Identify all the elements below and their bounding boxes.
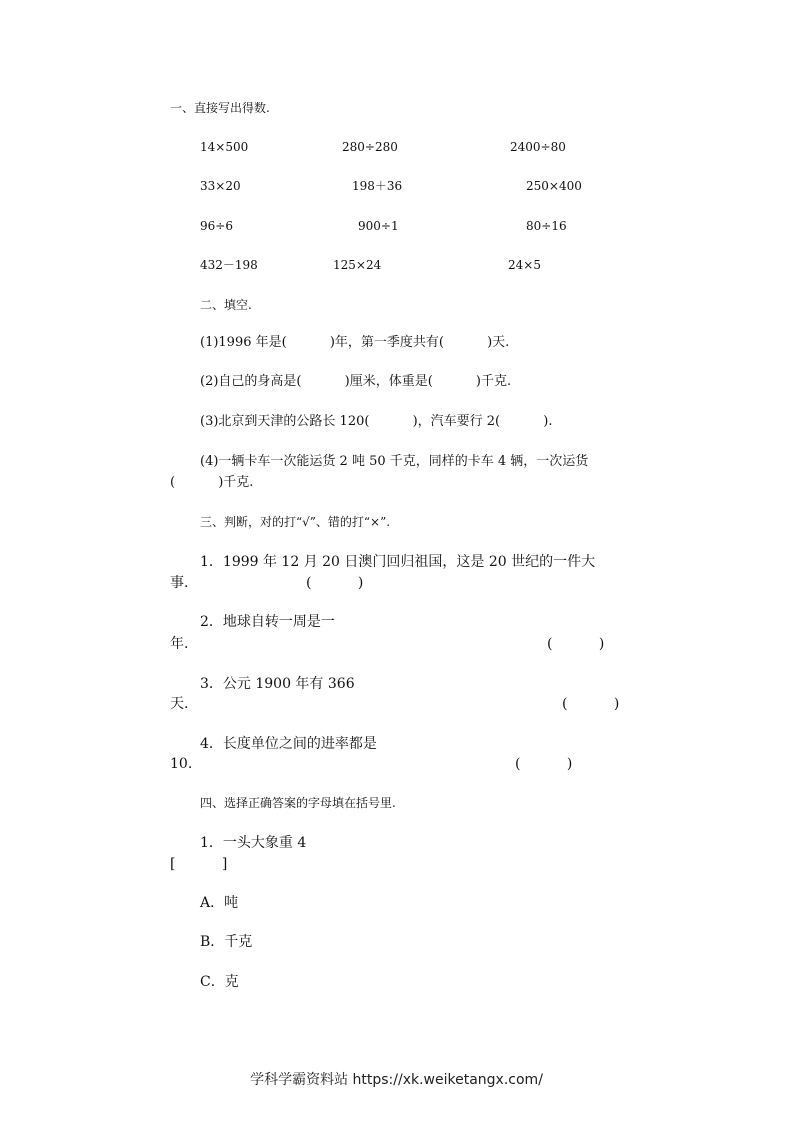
- answer-bracket: [ ]: [170, 856, 228, 872]
- section-2-title: 二、填空.: [200, 298, 252, 312]
- judge-item-4-cont: 10.: [170, 756, 193, 772]
- fill-question-4: (4)一辆卡车一次能运货 2 吨 50 千克，同样的卡车 4 辆，一次运货: [200, 454, 589, 469]
- answer-bracket: ( ): [515, 756, 573, 772]
- judge-item-2-cont: 年.: [170, 636, 189, 652]
- choice-option-b: B．千克: [200, 934, 253, 950]
- answer-bracket: ( ): [547, 636, 605, 652]
- judge-item-1: 1．1999 年 12 月 20 日澳门回归祖国，这是 20 世纪的一件大: [200, 554, 596, 570]
- judge-item-4: 4．长度单位之间的进率都是: [200, 736, 377, 752]
- calc-cell: 33×20: [200, 179, 241, 193]
- fill-question-2: (2)自己的身高是( )厘米，体重是( )千克.: [200, 374, 512, 389]
- judge-item-3-cont: 天.: [170, 696, 189, 712]
- answer-bracket: ( ): [306, 575, 364, 591]
- calc-cell: 900÷1: [358, 219, 399, 233]
- judge-item-3: 3．公元 1900 年有 366: [200, 676, 355, 692]
- choice-option-c: C．克: [200, 974, 239, 990]
- section-1-title: 一、直接写出得数.: [170, 101, 270, 115]
- calc-cell: 432－198: [200, 258, 258, 272]
- fill-question-3: (3)北京到天津的公路长 120( )，汽车要行 2( ).: [200, 414, 553, 429]
- fill-question-4-cont: ( )千克.: [170, 475, 254, 490]
- judge-item-2: 2．地球自转一周是一: [200, 614, 335, 630]
- section-4-title: 四、选择正确答案的字母填在括号里.: [200, 796, 396, 810]
- fill-question-1: (1)1996 年是( )年，第一季度共有( )天.: [200, 335, 510, 350]
- calc-cell: 14×500: [200, 140, 249, 154]
- judge-item-1-cont: 事.: [170, 575, 189, 591]
- choice-option-a: A．吨: [200, 895, 239, 911]
- calc-cell: 2400÷80: [510, 140, 566, 154]
- footer-watermark: 学科学霸资料站 https://xk.weiketangx.com/: [250, 1072, 543, 1088]
- calc-cell: 96÷6: [200, 219, 233, 233]
- calc-cell: 198＋36: [352, 179, 403, 193]
- answer-bracket: ( ): [562, 696, 620, 712]
- section-3-title: 三、判断，对的打“√”、错的打“×”.: [200, 515, 391, 529]
- calc-cell: 250×400: [526, 179, 582, 193]
- calc-cell: 80÷16: [526, 219, 567, 233]
- choice-question-1: 1．一头大象重 4: [200, 835, 307, 851]
- calc-cell: 24×5: [508, 258, 541, 272]
- calc-cell: 125×24: [333, 258, 382, 272]
- calc-cell: 280÷280: [342, 140, 398, 154]
